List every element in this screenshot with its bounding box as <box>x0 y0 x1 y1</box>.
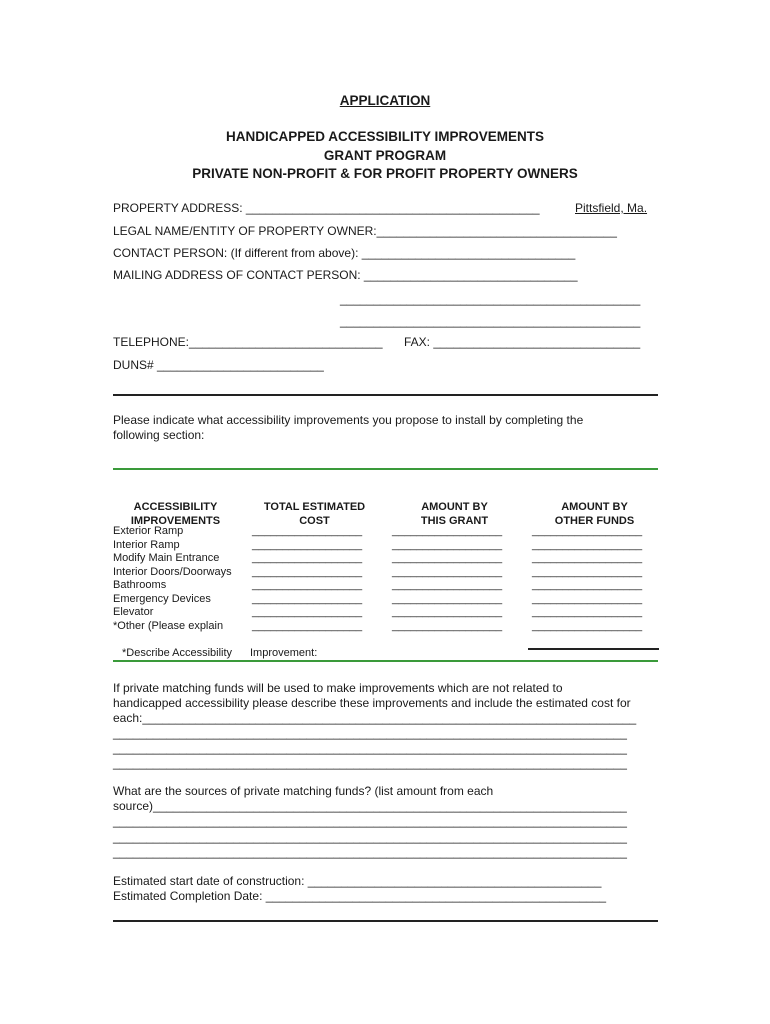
footer-rule <box>113 920 658 922</box>
instructions-line1: Please indicate what accessibility improvements you propose to install by completing the <box>113 413 584 427</box>
row-label-elevator: Elevator <box>113 606 154 618</box>
matching-funds-each-field[interactable]: each:__________________________________________________________________________ <box>113 711 637 725</box>
other-funds-field-interior-doors[interactable]: __________________ <box>532 566 643 578</box>
sources-blank-line[interactable]: _____________________________________________________________________________ <box>113 845 627 859</box>
other-funds-field-emergency-devices[interactable]: __________________ <box>532 593 643 605</box>
grant-field-interior-ramp[interactable]: __________________ <box>392 539 503 551</box>
matching-funds-blank-line[interactable]: _____________________________________________________________________________ <box>113 741 627 755</box>
cost-field-elevator[interactable]: __________________ <box>252 606 363 618</box>
grant-field-emergency-devices[interactable]: __________________ <box>392 593 503 605</box>
col-header-this-grant: AMOUNT BY THIS GRANT <box>420 501 489 527</box>
describe-accessibility-label: *Describe Accessibility <box>122 647 233 659</box>
instructions-line2: following section: <box>113 428 205 442</box>
cost-field-bathrooms[interactable]: __________________ <box>252 579 363 591</box>
grant-field-main-entrance[interactable]: __________________ <box>392 552 503 564</box>
matching-funds-blank-line[interactable]: _____________________________________________________________________________ <box>113 726 627 740</box>
row-label-modify-main-entrance: Modify Main Entrance <box>113 552 220 564</box>
cost-field-interior-ramp[interactable]: __________________ <box>252 539 363 551</box>
duns-field[interactable]: DUNS# _________________________ <box>113 358 324 372</box>
table-bottom-rule <box>113 660 658 662</box>
row-label-interior-doors: Interior Doors/Doorways <box>113 566 232 578</box>
form-heading: APPLICATION <box>339 93 431 108</box>
sources-field[interactable]: source)_______________________________________________________________________ <box>113 799 627 813</box>
other-funds-field-interior-ramp[interactable]: __________________ <box>532 539 643 551</box>
row-label-interior-ramp: Interior Ramp <box>113 539 180 551</box>
completion-date-field[interactable]: Estimated Completion Date: ___________________________________________________ <box>113 889 607 903</box>
property-city: Pittsfield, Ma. <box>575 201 648 215</box>
sources-blank-line[interactable]: _____________________________________________________________________________ <box>113 830 627 844</box>
describe-improvement-label: Improvement: <box>250 647 318 659</box>
mailing-address-line3[interactable]: _____________________________________________ <box>340 314 641 328</box>
other-funds-field-exterior-ramp[interactable]: __________________ <box>532 525 643 537</box>
sources-blank-line[interactable]: _____________________________________________________________________________ <box>113 814 627 828</box>
row-label-other: *Other (Please explain <box>113 620 224 632</box>
mailing-address-field[interactable]: MAILING ADDRESS OF CONTACT PERSON: ________________________________ <box>113 268 578 282</box>
col-header-total-cost: TOTAL ESTIMATED COST <box>263 501 366 527</box>
start-date-field[interactable]: Estimated start date of construction: ____________________________________________ <box>113 874 602 888</box>
other-funds-field-bathrooms[interactable]: __________________ <box>532 579 643 591</box>
matching-funds-blank-line[interactable]: _____________________________________________________________________________ <box>113 756 627 770</box>
legal-name-field[interactable]: LEGAL NAME/ENTITY OF PROPERTY OWNER:____________________________________ <box>113 224 617 238</box>
cost-field-main-entrance[interactable]: __________________ <box>252 552 363 564</box>
grant-field-exterior-ramp[interactable]: __________________ <box>392 525 503 537</box>
grant-field-elevator[interactable]: __________________ <box>392 606 503 618</box>
total-rule <box>528 648 659 650</box>
fax-field[interactable]: FAX: _______________________________ <box>404 335 641 349</box>
matching-funds-line2: handicapped accessibility please describe these improvements and include the estimated cost for <box>113 696 631 710</box>
grant-field-bathrooms[interactable]: __________________ <box>392 579 503 591</box>
col-header-improvements: ACCESSIBILITY IMPROVEMENTS <box>130 501 221 527</box>
cost-field-other[interactable]: __________________ <box>252 620 363 632</box>
cost-field-exterior-ramp[interactable]: __________________ <box>252 525 363 537</box>
mailing-address-line2[interactable]: _____________________________________________ <box>340 292 641 306</box>
grant-field-interior-doors[interactable]: __________________ <box>392 566 503 578</box>
cost-field-interior-doors[interactable]: __________________ <box>252 566 363 578</box>
program-title-line2: GRANT PROGRAM <box>323 148 447 163</box>
other-funds-field-elevator[interactable]: __________________ <box>532 606 643 618</box>
section-divider <box>113 394 658 396</box>
grant-field-other[interactable]: __________________ <box>392 620 503 632</box>
table-top-rule <box>113 468 658 470</box>
matching-funds-line1: If private matching funds will be used to make improvements which are not related to <box>113 681 563 695</box>
sources-question: What are the sources of private matching funds? (list amount from each <box>113 784 494 798</box>
row-label-exterior-ramp: Exterior Ramp <box>113 525 184 537</box>
property-address-field[interactable]: PROPERTY ADDRESS: ____________________________________________ <box>113 201 540 215</box>
telephone-field[interactable]: TELEPHONE:_____________________________ <box>113 335 383 349</box>
other-funds-field-other[interactable]: __________________ <box>532 620 643 632</box>
row-label-emergency-devices: Emergency Devices <box>113 593 211 605</box>
col-header-other-funds: AMOUNT BY OTHER FUNDS <box>554 501 635 527</box>
other-funds-field-main-entrance[interactable]: __________________ <box>532 552 643 564</box>
contact-person-field[interactable]: CONTACT PERSON: (If different from above): ________________________________ <box>113 246 576 260</box>
row-label-bathrooms: Bathrooms <box>113 579 167 591</box>
program-title-line1: HANDICAPPED ACCESSIBILITY IMPROVEMENTS <box>225 129 545 144</box>
program-title-line3: PRIVATE NON-PROFIT & FOR PROFIT PROPERTY OWNERS <box>192 166 578 181</box>
cost-field-emergency-devices[interactable]: __________________ <box>252 593 363 605</box>
